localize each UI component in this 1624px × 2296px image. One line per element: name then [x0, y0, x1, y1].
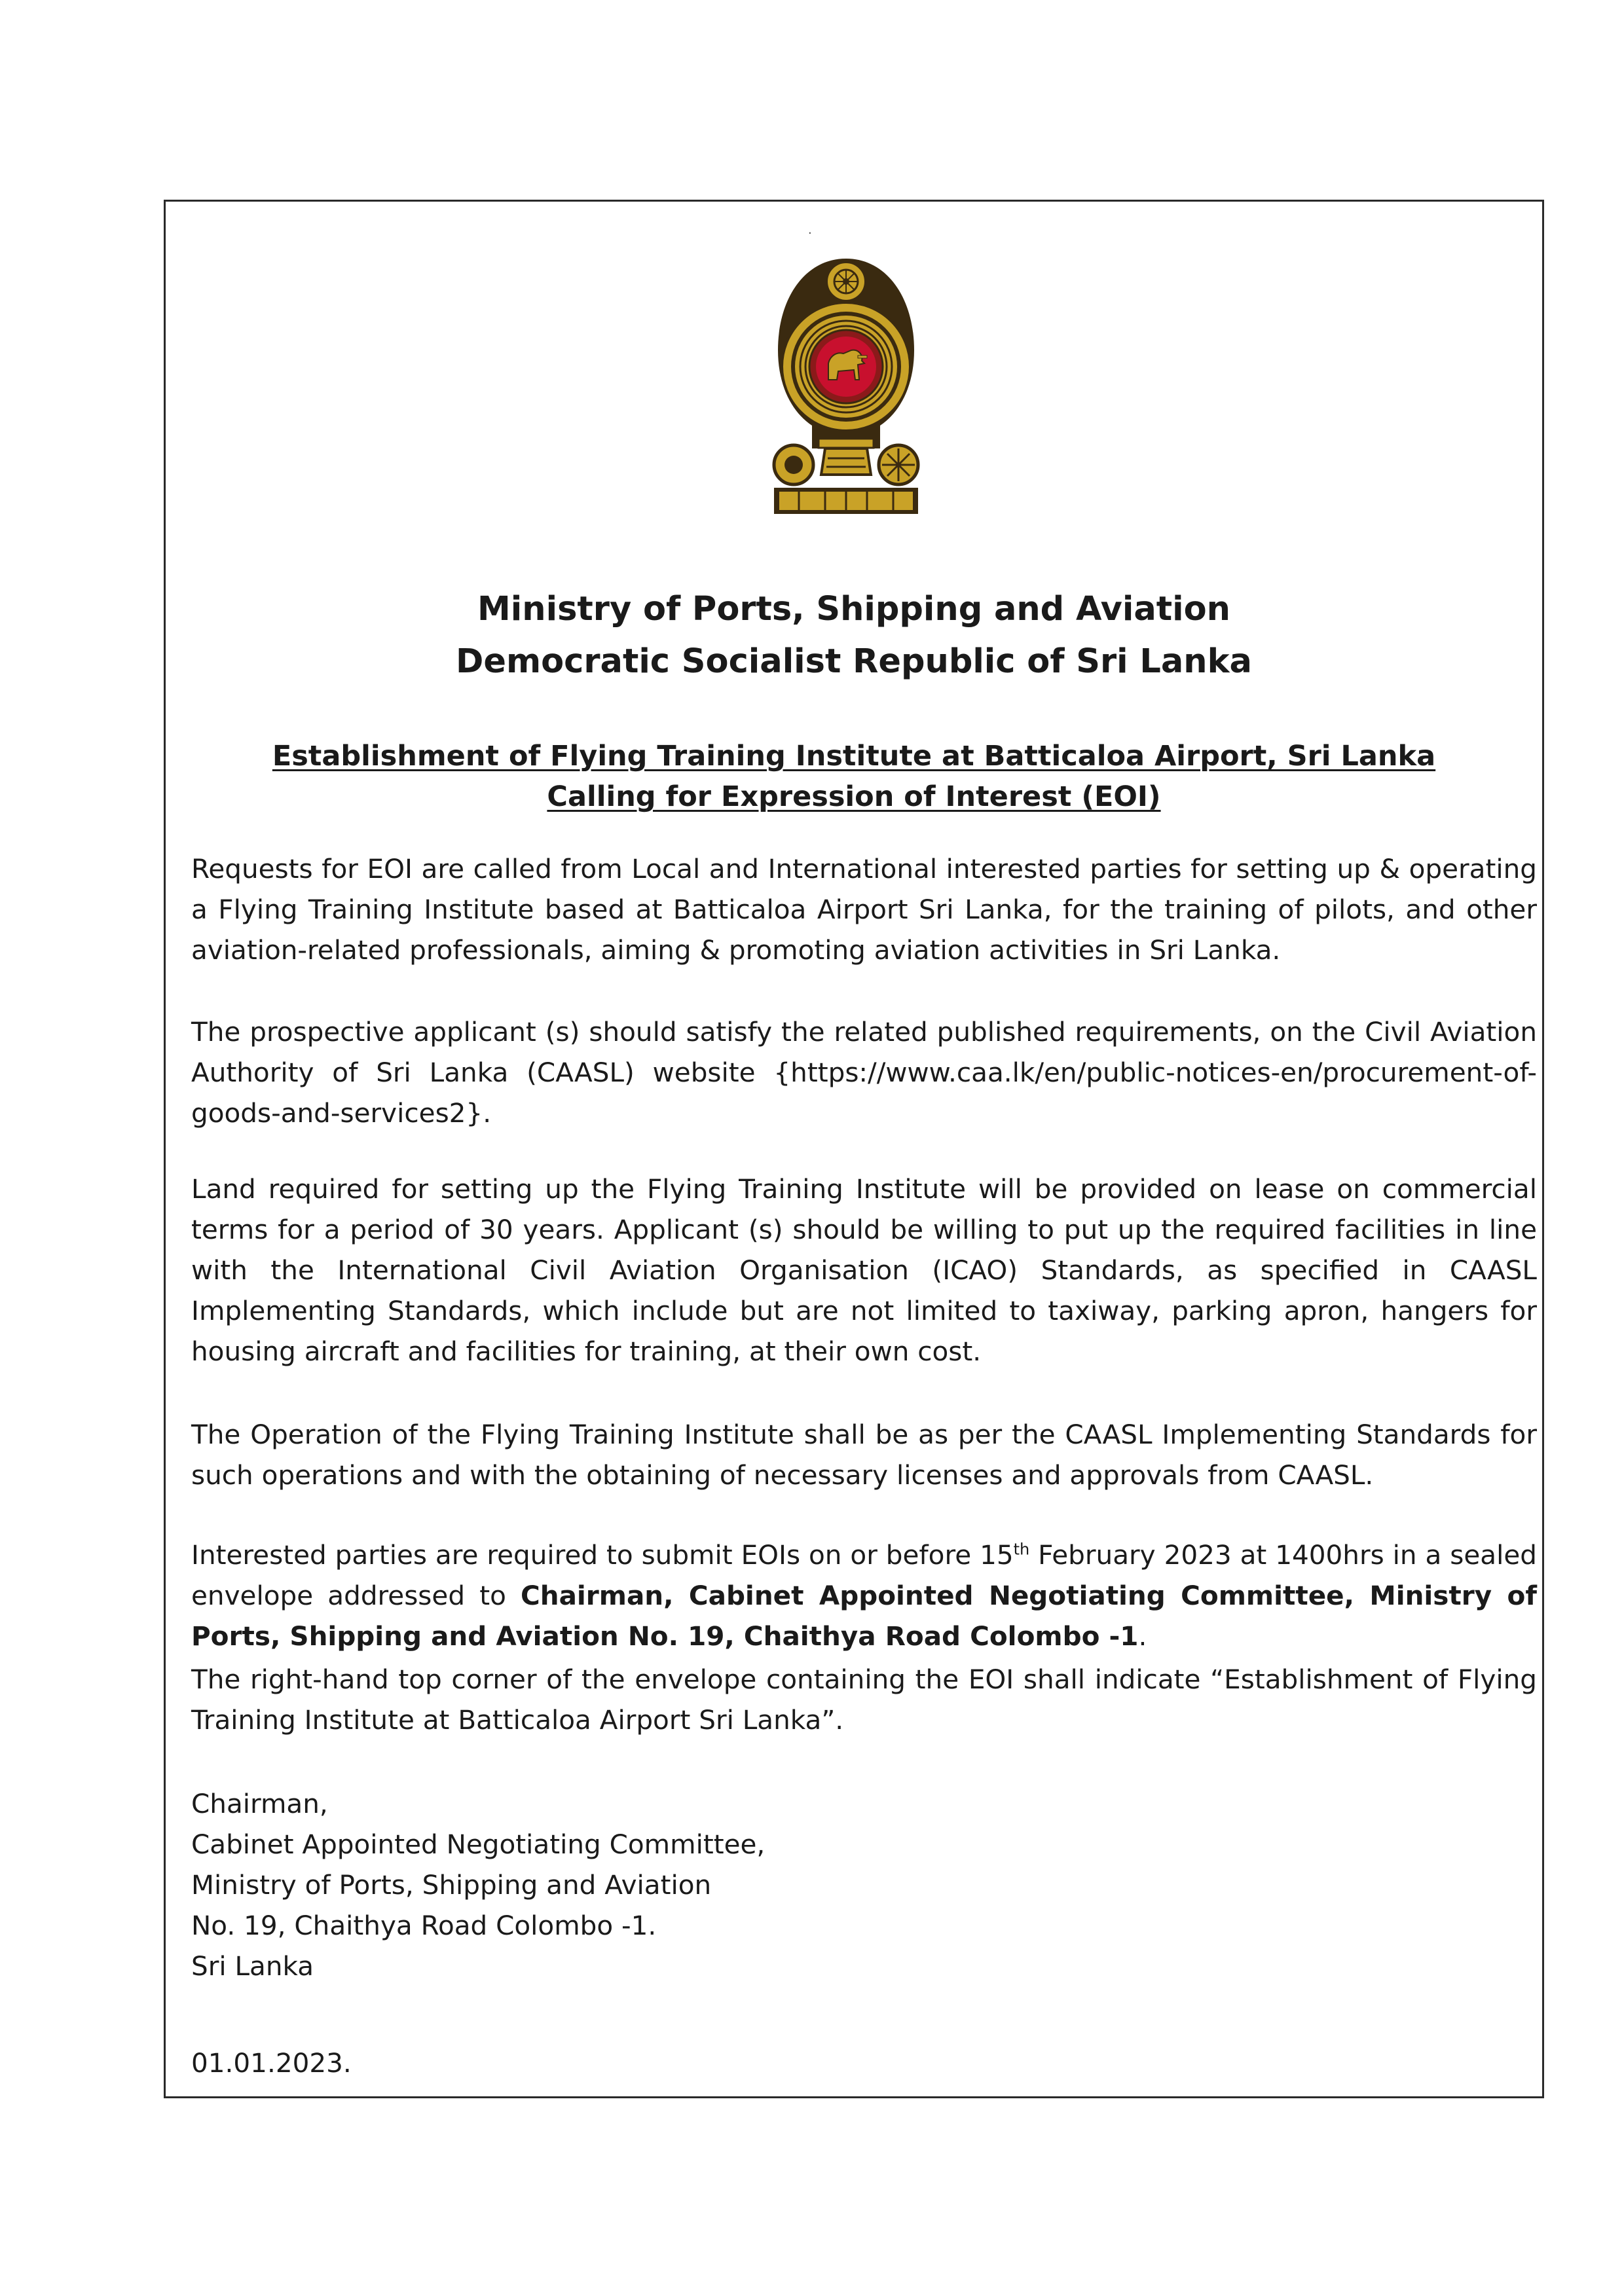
notice-date: 01.01.2023. [191, 2047, 352, 2079]
paragraph-requests: Requests for EOI are called from Local and International interested parties for setting up & operating a Flying Training Institute based at Batticaloa Airport Sri Lanka, for the training of pilots, and other aviation-related professionals, aiming & promoting aviation activities in Sri Lanka. [191, 853, 1537, 966]
signature-block [191, 1783, 1108, 1986]
submission-text-start: Interested parties are required to submit EOIs on or before 15 [191, 1539, 1014, 1571]
paragraph-submission [191, 1535, 1537, 1656]
subject-line-1-text: Establishment of Flying Training Institute at Batticaloa Airport, Sri Lanka [272, 740, 1436, 773]
signature-line-2: Cabinet Appointed Negotiating Committee, [191, 1829, 766, 1860]
paragraph-land-lease: Land required for setting up the Flying Training Institute will be provided on lease on commercial terms for a period of 30 years. Applicant (s) should be willing to put up the required facilities in line with the International Civil Aviation Organisation (ICAO) Standards, as specified in CAASL Implementing Standards, which include but are not limited to taxiway, parking apron, hangers for housing aircraft and facilities for training, at their own cost. [191, 1173, 1537, 1367]
paragraph-operation: The Operation of the Flying Training Institute shall be as per the CAASL Implementing Standards for such operations and with the obtaining of necessary licenses and approvals from CAASL. [191, 1419, 1537, 1491]
signature-line-5: Sri Lanka [191, 1950, 314, 1982]
subject-line-2 [164, 776, 1544, 817]
subject-line-2-text: Calling for Expression of Interest (EOI) [547, 780, 1161, 813]
signature-line-4: No. 19, Chaithya Road Colombo -1. [191, 1910, 657, 1941]
republic-heading: Democratic Socialist Republic of Sri Lanka [456, 642, 1252, 681]
signature-line-3: Ministry of Ports, Shipping and Aviation [191, 1869, 712, 1901]
scan-speck: · [808, 227, 812, 240]
ordinal-suffix: th [1013, 1540, 1030, 1559]
submission-text-middle: February 2023 at 1400hrs in a sealed envelope addressed to [191, 1539, 1537, 1611]
paragraph-requirements: The prospective applicant (s) should satisfy the related published requirements, on the Civil Aviation Authority of Sri Lanka (CAASL) website {https://www.caa.lk/en/public-notices-en/procurement-of-goods-and-services2}. [191, 1016, 1537, 1129]
submission-address-bold: Chairman, Cabinet Appointed Negotiating Committee, Ministry of Ports, Shipping and Aviation No. 19, Chaithya Road Colombo -1 [191, 1580, 1537, 1652]
subject-line-1 [164, 736, 1544, 776]
submission-text-end: . [1138, 1620, 1147, 1652]
signature-line-1: Chairman, [191, 1788, 328, 1819]
ministry-heading: Ministry of Ports, Shipping and Aviation [477, 590, 1230, 629]
paragraph-envelope-marking: The right-hand top corner of the envelope containing the EOI shall indicate “Establishment of Flying Training Institute at Batticaloa Airport Sri Lanka”. [191, 1664, 1537, 1736]
sri-lanka-emblem-icon [760, 252, 932, 540]
